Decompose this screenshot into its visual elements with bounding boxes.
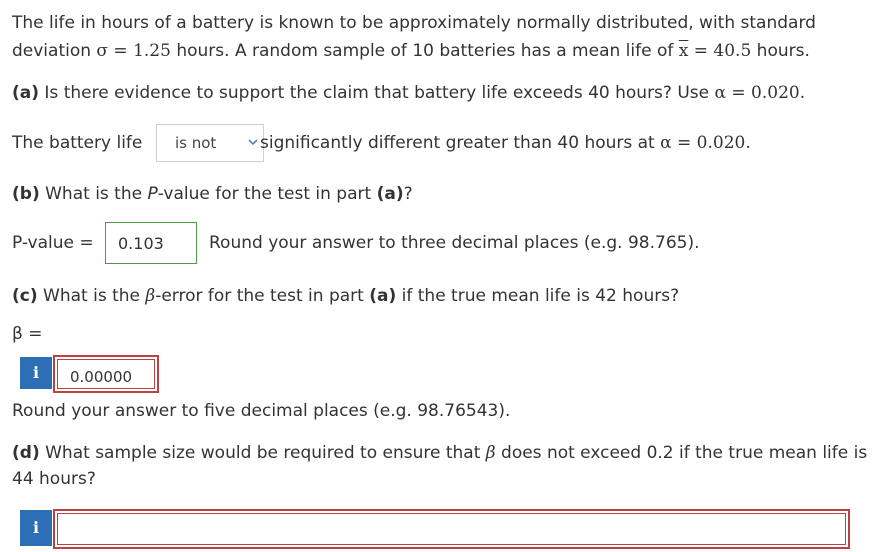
part-c-text-1: What is the <box>37 286 146 306</box>
pvalue-hint: Round your answer to three decimal places (e.g. 98.765). <box>209 233 700 253</box>
beta-hint: Round your answer to five decimal places (e.g. 98.76543). <box>12 401 511 421</box>
part-b-text-2: -value for the test in part <box>157 184 377 204</box>
part-c-beta: β <box>145 286 156 306</box>
part-a-question-text: Is there evidence to support the claim that battery life exceeds 40 hours? Use <box>39 83 715 103</box>
part-d-label: (d) <box>12 443 40 463</box>
part-d-question-line-2: 44 hours? <box>12 469 96 489</box>
intro-line-1: The life in hours of a battery is known to be approximately normally distributed, with standard <box>12 13 816 33</box>
part-a-alpha: α = 0.020. <box>714 83 806 103</box>
info-icon[interactable]: i <box>20 510 52 546</box>
xbar-symbol: $\overline{x}$ <box>678 41 689 61</box>
beta-input-value: 0.00000 <box>70 368 133 386</box>
part-c-text-3: if the true mean life is 42 hours? <box>396 286 680 306</box>
part-b-text-3: ? <box>403 184 413 204</box>
beta-input[interactable] <box>53 355 159 393</box>
part-c-text-2: -error for the test in part <box>155 286 370 306</box>
beta-input-field <box>57 359 155 389</box>
part-a-answer-suffix <box>260 132 751 154</box>
conclusion-select[interactable] <box>156 124 264 162</box>
part-b-text-1: What is the <box>39 184 148 204</box>
intro-hours-text: hours. <box>751 41 810 61</box>
part-c-question <box>12 285 679 307</box>
pvalue-input[interactable] <box>105 222 197 264</box>
part-a-suffix-text: significantly different greater than 40 hours at <box>260 133 661 153</box>
pvalue-label: P-value = <box>12 233 94 253</box>
intro-line-2 <box>12 40 810 62</box>
info-icon[interactable]: i <box>20 357 52 389</box>
xbar-expression: = 40.5 <box>688 41 752 61</box>
intro-deviation-text: deviation <box>12 41 97 61</box>
part-a-question <box>12 82 805 104</box>
part-d-beta: β <box>485 443 496 463</box>
sample-size-input-field <box>57 513 846 545</box>
pvalue-input-value: 0.103 <box>118 234 164 253</box>
part-a-answer-prefix: The battery life <box>12 133 143 153</box>
part-d-text-1: What sample size would be required to ensure that <box>39 443 486 463</box>
part-d-question <box>12 442 867 464</box>
part-a-suffix-alpha: α = 0.020. <box>660 133 751 153</box>
intro-sample-text: hours. A random sample of 10 batteries has a mean life of <box>170 41 679 61</box>
part-b-p-italic: P <box>147 184 158 204</box>
part-c-part-ref: (a) <box>369 286 397 306</box>
chevron-down-icon <box>247 136 259 148</box>
sigma-expression: σ = 1.25 <box>96 41 171 61</box>
part-a-label: (a) <box>12 83 40 103</box>
beta-label: β = <box>12 324 43 344</box>
part-b-part-ref: (a) <box>376 184 404 204</box>
part-b-label: (b) <box>12 184 40 204</box>
conclusion-select-value: is not <box>175 134 217 152</box>
part-c-label: (c) <box>12 286 38 306</box>
part-b-question <box>12 183 413 205</box>
part-d-text-2: does not exceed 0.2 if the true mean life is <box>495 443 868 463</box>
sample-size-input[interactable] <box>53 509 850 549</box>
